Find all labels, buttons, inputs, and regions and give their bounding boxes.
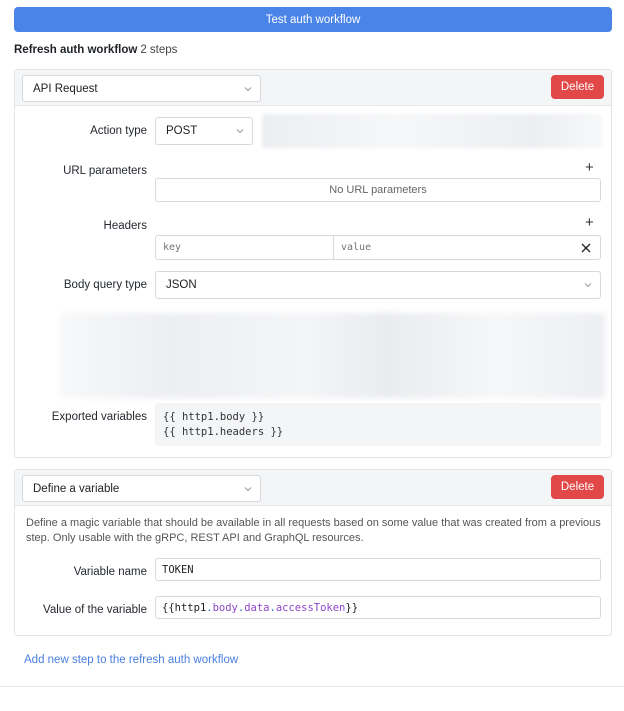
chevron-down-icon	[584, 281, 592, 289]
exported-variable-body: {{ http1.body }}	[163, 411, 265, 423]
url-field-redacted[interactable]	[262, 114, 602, 148]
action-type-label: Action type	[90, 125, 147, 137]
add-step-link[interactable]: Add new step to the refresh auth workflow	[24, 654, 239, 666]
step-header	[15, 470, 611, 506]
delete-step-button[interactable]: Delete	[551, 475, 604, 499]
template-token-body: body	[212, 601, 238, 614]
divider	[0, 686, 624, 687]
body-query-type-select[interactable]	[155, 271, 601, 299]
variable-name-label: Variable name	[73, 566, 147, 578]
header-key-input[interactable]	[156, 236, 334, 259]
template-token-data: data	[244, 601, 270, 614]
chevron-down-icon	[244, 485, 252, 493]
headers-row	[155, 235, 601, 260]
step-type-value: Define a variable	[33, 482, 120, 495]
variable-name-input[interactable]	[155, 558, 601, 581]
template-open-brace: {{	[162, 601, 175, 614]
chevron-down-icon	[244, 85, 252, 93]
exported-variables-box	[155, 403, 601, 446]
close-icon[interactable]	[581, 243, 591, 253]
variable-value-label: Value of the variable	[43, 604, 147, 616]
template-token-http1: http1	[174, 601, 207, 614]
headers-label: Headers	[103, 220, 147, 232]
template-dot: .	[206, 601, 213, 614]
step-type-value: API Request	[33, 82, 98, 95]
template-token-access-token: accessToken	[275, 601, 346, 614]
step-card-define-variable	[14, 469, 612, 636]
template-dot: .	[237, 601, 245, 614]
test-auth-workflow-button[interactable]: Test auth workflow	[14, 7, 612, 32]
delete-step-button[interactable]: Delete	[551, 75, 604, 99]
step-header	[15, 70, 611, 106]
plus-icon[interactable]: +	[585, 159, 594, 176]
url-parameters-empty-text: No URL parameters	[329, 184, 427, 196]
plus-icon[interactable]: +	[585, 214, 594, 231]
url-parameters-label: URL parameters	[63, 165, 147, 177]
action-type-select[interactable]	[155, 117, 253, 145]
action-type-value: POST	[166, 125, 198, 137]
template-close-brace: }}	[345, 601, 359, 614]
variable-name-value: TOKEN	[162, 563, 194, 576]
step-card-api-request	[14, 69, 612, 458]
step-description: Define a magic variable that should be available in all requests based on some value that was created from a previous step. Only usable with the gRPC, REST API and GraphQL resources.	[26, 517, 601, 544]
url-parameters-empty	[155, 178, 601, 202]
workflow-title: Refresh auth workflow	[14, 44, 138, 56]
exported-variables-label: Exported variables	[51, 411, 147, 423]
step-type-select[interactable]	[22, 75, 261, 102]
body-query-type-value: JSON	[166, 279, 197, 291]
body-query-type-label: Body query type	[63, 279, 147, 291]
chevron-down-icon	[236, 127, 244, 135]
body-editor-redacted[interactable]	[60, 313, 605, 398]
exported-variable-headers: {{ http1.headers }}	[163, 426, 284, 438]
step-type-select[interactable]	[22, 475, 261, 502]
step-count: 2 steps	[140, 44, 178, 56]
workflow-heading	[14, 44, 177, 56]
variable-value-input[interactable]	[155, 596, 601, 619]
template-dot: .	[269, 601, 276, 614]
header-value-input[interactable]	[334, 236, 564, 259]
